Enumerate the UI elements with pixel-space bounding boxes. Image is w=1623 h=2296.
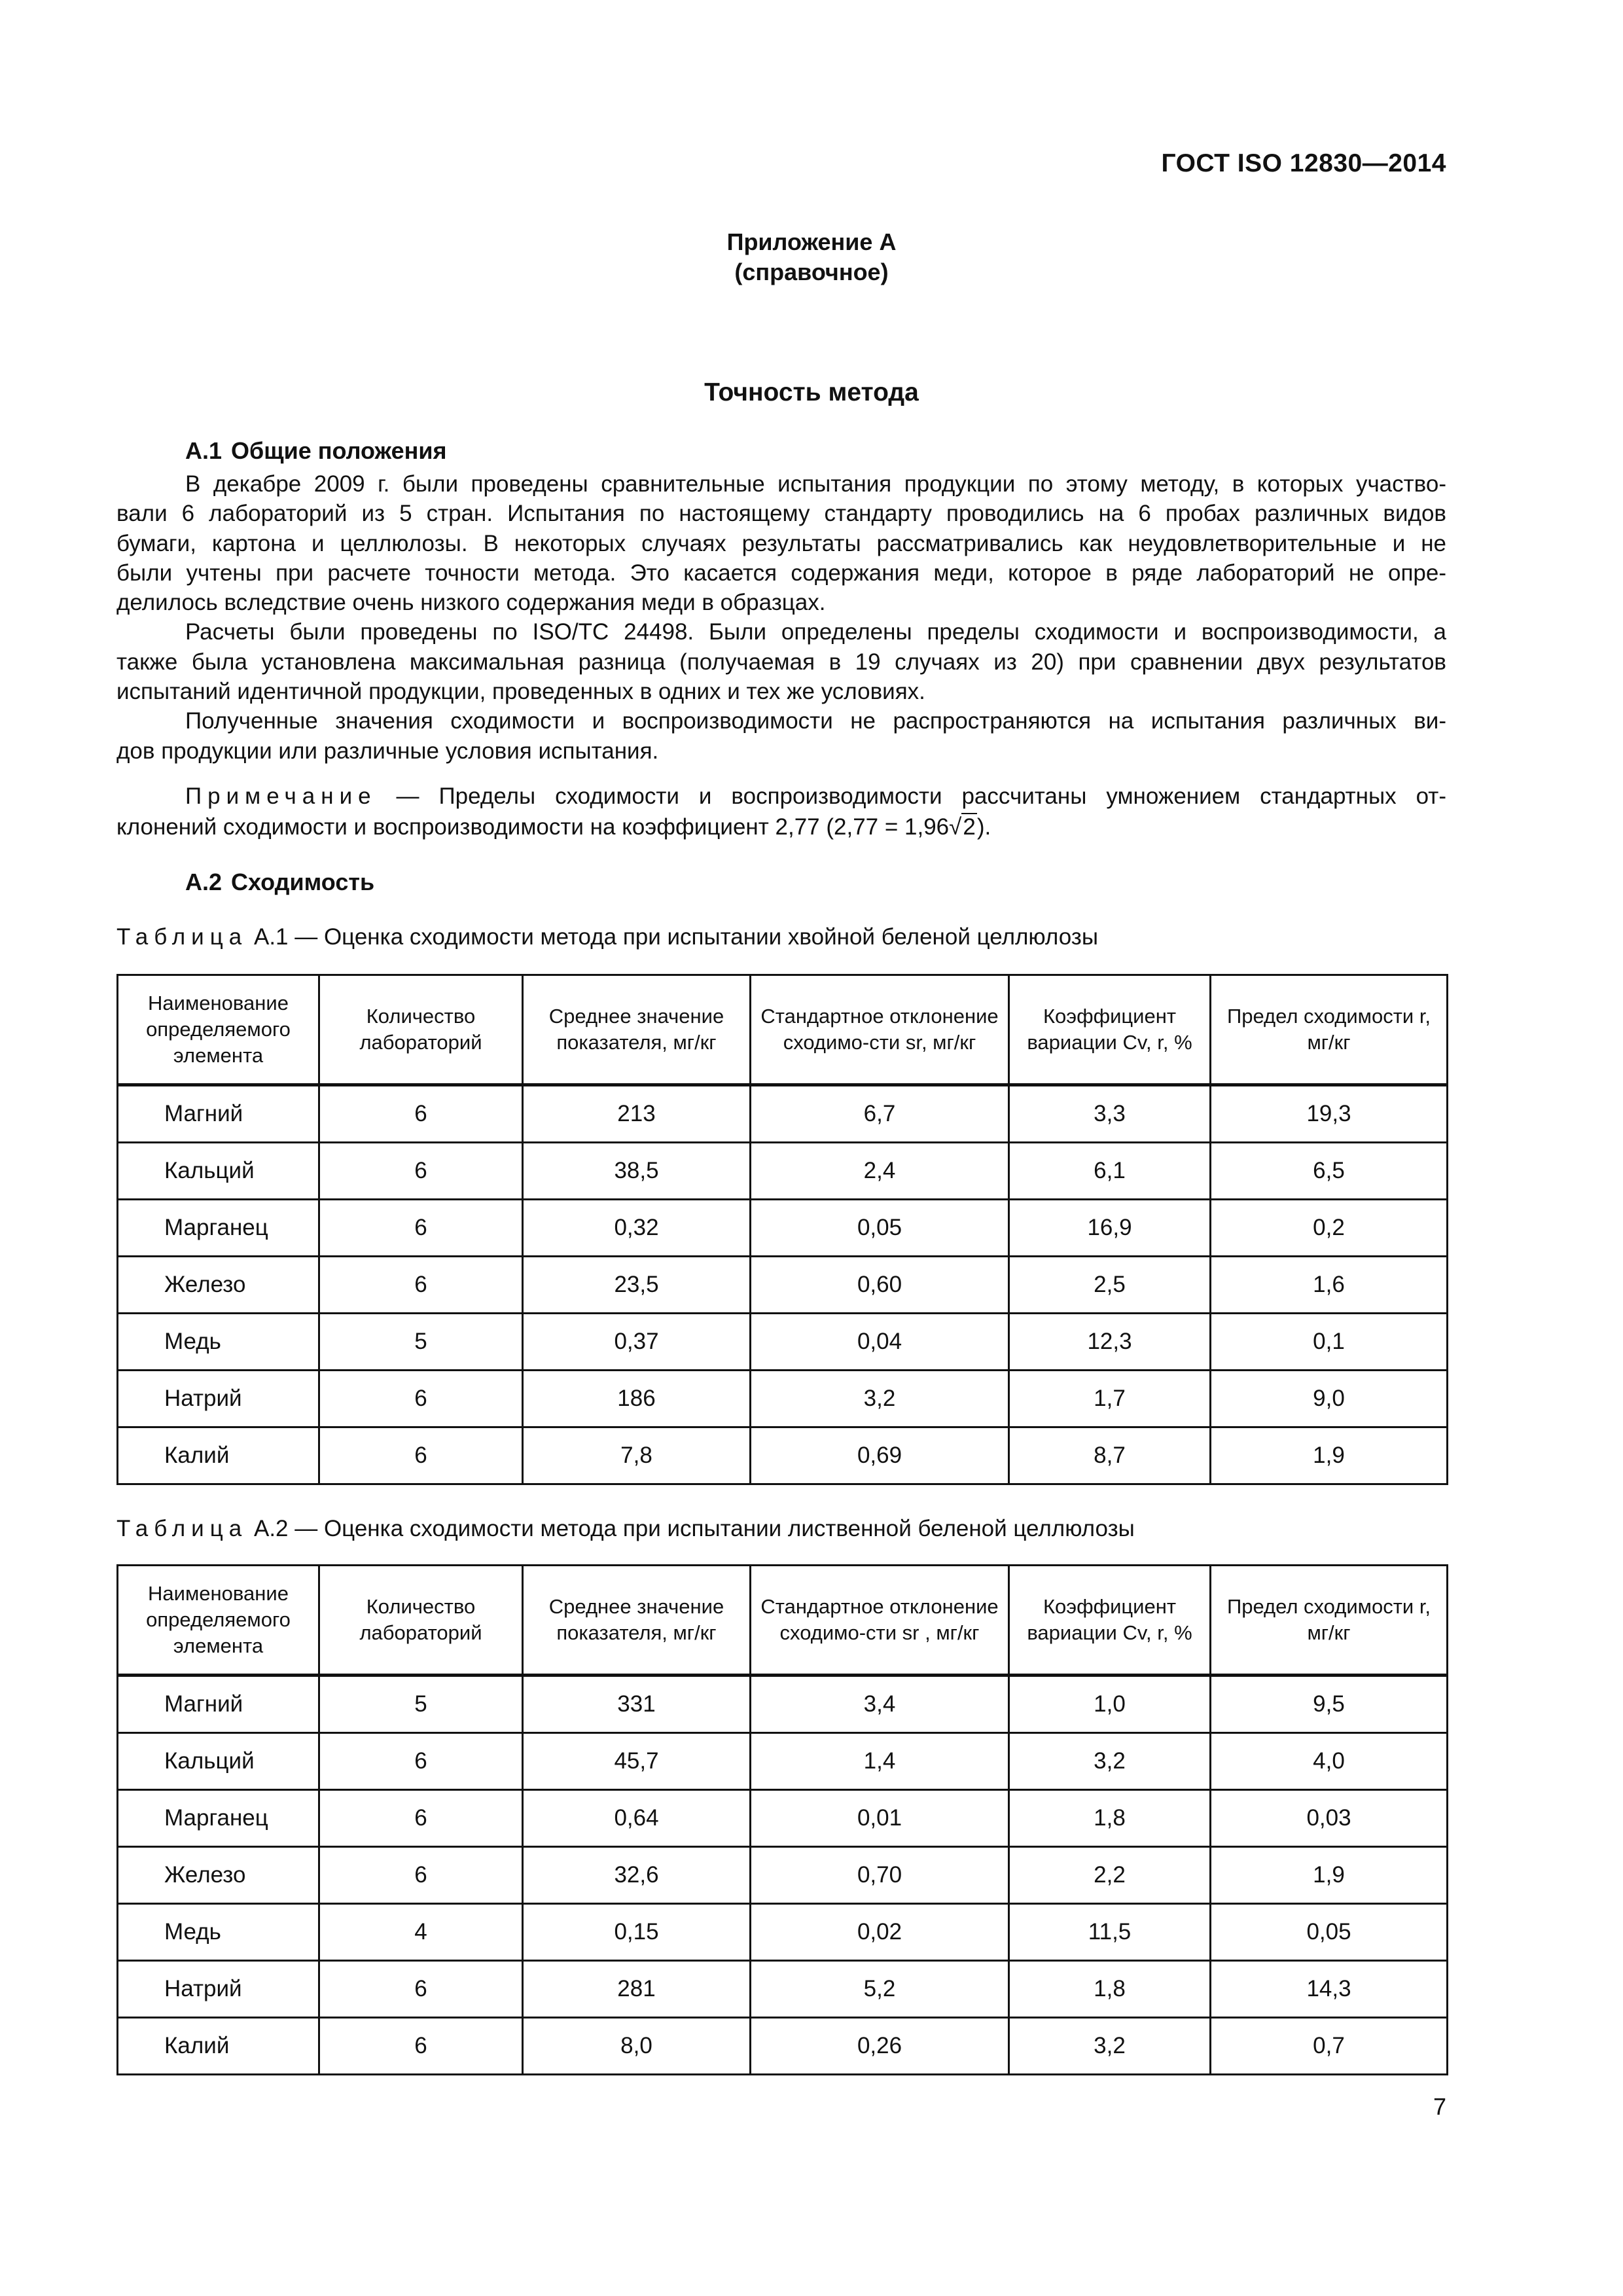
note-text: — Пределы сходимости и воспроизводимости рассчитаны умножением стандартных от- <box>396 783 1446 809</box>
table-cell: 0,37 <box>523 1314 751 1371</box>
table-cell: 0,7 <box>1211 2018 1448 2075</box>
table-row <box>118 1847 1448 1904</box>
page-number: 7 <box>1433 2093 1446 2120</box>
table-cell: 3,2 <box>1009 2018 1211 2075</box>
table-cell: 0,01 <box>751 1790 1009 1847</box>
table-row <box>118 1257 1448 1314</box>
section-heading-general <box>185 437 447 465</box>
table-cell: 0,69 <box>751 1427 1009 1484</box>
table-cell: 4 <box>319 1904 523 1961</box>
table-cell: 8,7 <box>1009 1427 1211 1484</box>
element-name-cell: Кальций <box>118 1733 319 1790</box>
table-cell: 19,3 <box>1211 1085 1448 1143</box>
element-name-cell: Железо <box>118 1257 319 1314</box>
table-cell: 1,0 <box>1009 1676 1211 1733</box>
text-line: были учтены при расчете точности метода. Это касается содержания меди, которое в ряде лабораторий не опре- <box>116 560 1446 586</box>
table-header-row <box>118 1566 1448 1676</box>
section-title: Сходимость <box>231 869 375 895</box>
note-line <box>116 781 1446 812</box>
table-row <box>118 1143 1448 1200</box>
table-cell: 0,02 <box>751 1904 1009 1961</box>
text-line: испытаний идентичной продукции, проведенных в одних и тех же условиях. <box>116 679 925 705</box>
table-cell: 23,5 <box>523 1257 751 1314</box>
table-caption-text: А.2 — Оценка сходимости метода при испытании лиственной беленой целлюлозы <box>253 1516 1135 1541</box>
table-cell: 1,8 <box>1009 1790 1211 1847</box>
table-cell: 0,64 <box>523 1790 751 1847</box>
section-title: Общие положения <box>231 437 447 464</box>
column-header: Количество лабораторий <box>319 1566 523 1676</box>
column-header: Предел сходимости r, мг/кг <box>1211 975 1448 1085</box>
text-line: дов продукции или различные условия испытания. <box>116 738 659 764</box>
table-row <box>118 1371 1448 1427</box>
table-row <box>118 1904 1448 1961</box>
element-name-cell: Кальций <box>118 1143 319 1200</box>
table-cell: 213 <box>523 1085 751 1143</box>
table-row <box>118 1733 1448 1790</box>
table-cell: 38,5 <box>523 1143 751 1200</box>
table-cell: 0,32 <box>523 1200 751 1257</box>
table-caption <box>116 924 1098 950</box>
table-header-row <box>118 975 1448 1085</box>
table-cell: 12,3 <box>1009 1314 1211 1371</box>
table-cell: 0,15 <box>523 1904 751 1961</box>
section-heading-repeatability <box>185 869 374 896</box>
table-cell: 3,2 <box>751 1371 1009 1427</box>
document-code: ГОСТ ISO 12830—2014 <box>1161 149 1446 177</box>
table-row <box>118 2018 1448 2075</box>
table-cell: 6 <box>319 1961 523 2018</box>
note-text: клонений сходимости и воспроизводимости на коэффициент 2,77 (2,77 = 1,96 <box>116 814 950 840</box>
table-cell: 6,1 <box>1009 1143 1211 1200</box>
paragraph-intro <box>116 469 1446 766</box>
table-cell: 6 <box>319 1143 523 1200</box>
table-cell: 2,2 <box>1009 1847 1211 1904</box>
table-cell: 6 <box>319 1371 523 1427</box>
element-name-cell: Железо <box>118 1847 319 1904</box>
table-cell: 6 <box>319 1847 523 1904</box>
column-header: Среднее значение показателя, мг/кг <box>523 975 751 1085</box>
note-line <box>116 812 1446 842</box>
table-row <box>118 1200 1448 1257</box>
table-caption-label: Таблица <box>116 924 248 950</box>
table-cell: 2,4 <box>751 1143 1009 1200</box>
column-header: Количество лабораторий <box>319 975 523 1085</box>
table-row <box>118 1085 1448 1143</box>
table-cell: 186 <box>523 1371 751 1427</box>
table-cell: 6 <box>319 1257 523 1314</box>
column-header: Среднее значение показателя, мг/кг <box>523 1566 751 1676</box>
table-cell: 331 <box>523 1676 751 1733</box>
text-line: В декабре 2009 г. были проведены сравнительные испытания продукции по этому методу, в которых участво- <box>185 471 1446 497</box>
text-line: вали 6 лабораторий из 5 стран. Испытания по настоящему стандарту проводились на 6 пробах различных видов <box>116 501 1446 527</box>
table-cell: 0,05 <box>1211 1904 1448 1961</box>
table-row <box>118 1676 1448 1733</box>
element-name-cell: Медь <box>118 1314 319 1371</box>
table-cell: 6 <box>319 1085 523 1143</box>
column-header: Коэффициент вариации Cv, r, % <box>1009 975 1211 1085</box>
column-header: Наименование определяемого элемента <box>118 975 319 1085</box>
table-cell: 3,3 <box>1009 1085 1211 1143</box>
table-caption-text: А.1 — Оценка сходимости метода при испытании хвойной беленой целлюлозы <box>253 924 1098 950</box>
page-title: Точность метода <box>704 378 919 406</box>
table-cell: 16,9 <box>1009 1200 1211 1257</box>
table-row <box>118 1314 1448 1371</box>
element-name-cell: Калий <box>118 1427 319 1484</box>
table-cell: 6 <box>319 1427 523 1484</box>
table-cell: 6 <box>319 1733 523 1790</box>
column-header: Стандартное отклонение сходимо-сти sr , мг/кг <box>751 1566 1009 1676</box>
table-cell: 1,4 <box>751 1733 1009 1790</box>
table-cell: 6 <box>319 1200 523 1257</box>
table-cell: 1,6 <box>1211 1257 1448 1314</box>
table-cell: 45,7 <box>523 1733 751 1790</box>
appendix-title: Приложение А <box>726 228 897 255</box>
table-cell: 0,2 <box>1211 1200 1448 1257</box>
column-header: Наименование определяемого элемента <box>118 1566 319 1676</box>
note <box>116 781 1446 842</box>
column-header: Стандартное отклонение сходимо-сти sr, мг/кг <box>751 975 1009 1085</box>
note-label: Примечание <box>185 783 377 809</box>
table-caption-label: Таблица <box>116 1516 248 1541</box>
table-cell: 1,9 <box>1211 1427 1448 1484</box>
table-cell: 6,5 <box>1211 1143 1448 1200</box>
table-cell: 4,0 <box>1211 1733 1448 1790</box>
text-line: Полученные значения сходимости и воспроизводимости не распространяются на испытания различных ви- <box>185 708 1446 734</box>
table-cell: 1,7 <box>1009 1371 1211 1427</box>
table-cell: 7,8 <box>523 1427 751 1484</box>
table-cell: 0,60 <box>751 1257 1009 1314</box>
table-cell: 14,3 <box>1211 1961 1448 2018</box>
table-cell: 1,8 <box>1009 1961 1211 2018</box>
table-cell: 2,5 <box>1009 1257 1211 1314</box>
element-name-cell: Калий <box>118 2018 319 2075</box>
table-cell: 6 <box>319 2018 523 2075</box>
table-row <box>118 1427 1448 1484</box>
table-cell: 9,5 <box>1211 1676 1448 1733</box>
square-root-symbol: √2 <box>949 814 976 840</box>
text-line: также была установлена максимальная разница (получаемая в 19 случаях из 20) при сравнении двух результатов <box>116 649 1446 675</box>
appendix-subtitle: (справочное) <box>734 259 889 285</box>
table-cell: 0,05 <box>751 1200 1009 1257</box>
table-cell: 6,7 <box>751 1085 1009 1143</box>
table-cell: 9,0 <box>1211 1371 1448 1427</box>
table-cell: 281 <box>523 1961 751 2018</box>
table-cell: 3,4 <box>751 1676 1009 1733</box>
table-cell: 5 <box>319 1676 523 1733</box>
note-text: ). <box>976 814 991 840</box>
section-number: А.2 <box>185 869 223 895</box>
table-row <box>118 1961 1448 2018</box>
table-cell: 11,5 <box>1009 1904 1211 1961</box>
column-header: Предел сходимости r, мг/кг <box>1211 1566 1448 1676</box>
element-name-cell: Медь <box>118 1904 319 1961</box>
section-number: А.1 <box>185 437 223 464</box>
text-line: бумаги, картона и целлюлозы. В некоторых случаях результаты рассматривались как неудовлетворительные и не <box>116 530 1446 556</box>
element-name-cell: Магний <box>118 1676 319 1733</box>
table-cell: 3,2 <box>1009 1733 1211 1790</box>
table-cell: 1,9 <box>1211 1847 1448 1904</box>
table-cell: 5,2 <box>751 1961 1009 2018</box>
table-cell: 0,70 <box>751 1847 1009 1904</box>
table-cell: 32,6 <box>523 1847 751 1904</box>
text-line: Расчеты были проведены по ISO/TC 24498. Были определены пределы сходимости и воспроизводимости, а <box>185 619 1446 645</box>
table-row <box>118 1790 1448 1847</box>
element-name-cell: Натрий <box>118 1371 319 1427</box>
table-conifer-pulp <box>116 974 1448 1485</box>
table-cell: 0,03 <box>1211 1790 1448 1847</box>
element-name-cell: Натрий <box>118 1961 319 2018</box>
text-line: делилось вследствие очень низкого содержания меди в образцах. <box>116 590 826 616</box>
table-cell: 5 <box>319 1314 523 1371</box>
element-name-cell: Магний <box>118 1085 319 1143</box>
table-cell: 0,1 <box>1211 1314 1448 1371</box>
table-cell: 0,04 <box>751 1314 1009 1371</box>
element-name-cell: Марганец <box>118 1790 319 1847</box>
table-cell: 6 <box>319 1790 523 1847</box>
table-cell: 8,0 <box>523 2018 751 2075</box>
table-hardwood-pulp <box>116 1564 1448 2075</box>
element-name-cell: Марганец <box>118 1200 319 1257</box>
table-caption <box>116 1516 1135 1542</box>
table-cell: 0,26 <box>751 2018 1009 2075</box>
column-header: Коэффициент вариации Cv, r, % <box>1009 1566 1211 1676</box>
